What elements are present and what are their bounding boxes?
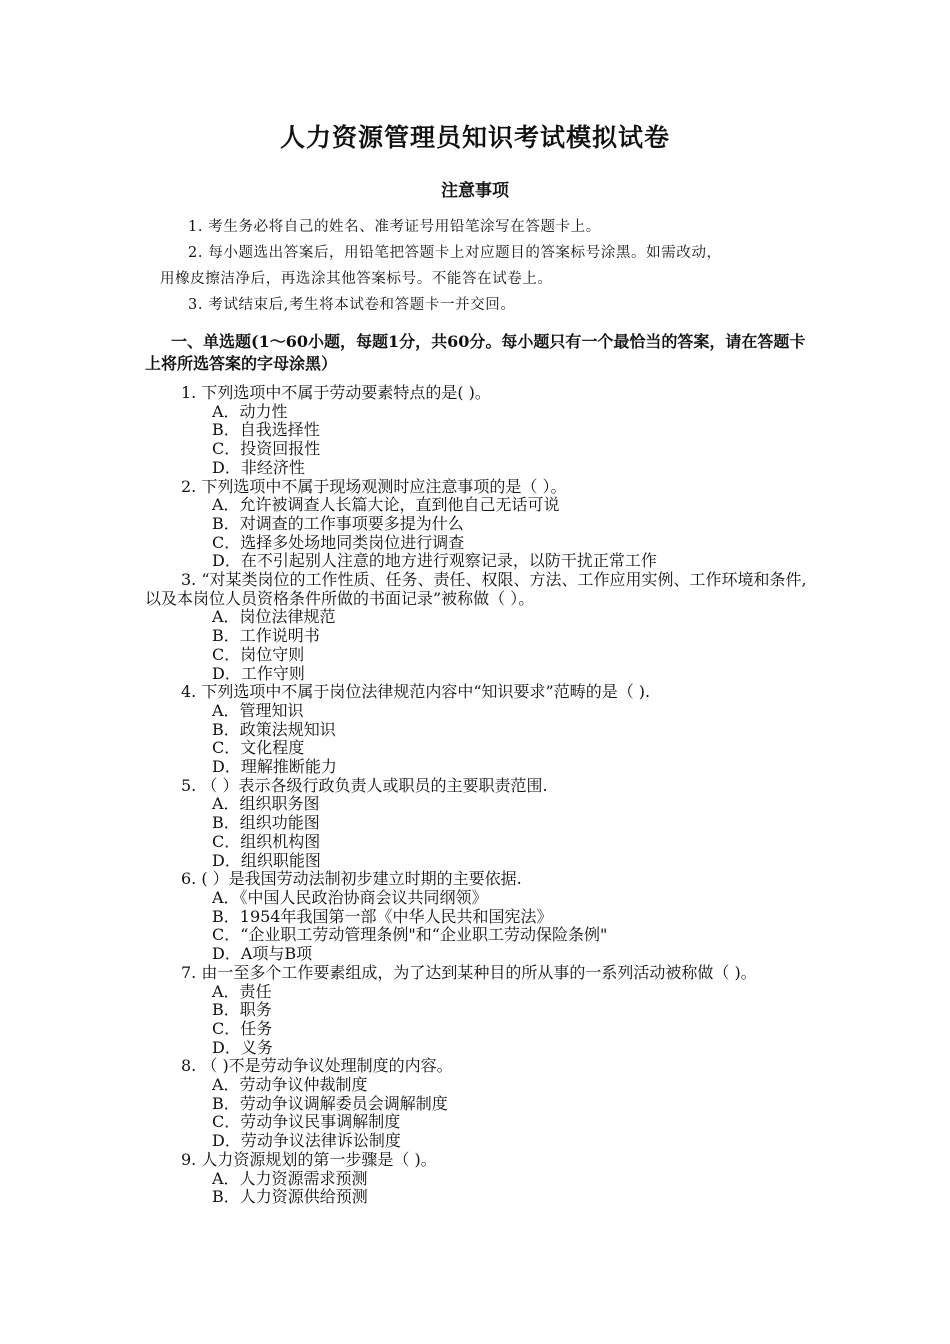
question-stem: 1. 下列选项中不属于劳动要素特点的是( )。: [181, 383, 491, 402]
answer-option: A．《中国人民政治协商会议共同纲领》: [212, 887, 488, 907]
answer-option: A．岗位法律规范: [212, 607, 336, 627]
answer-option: C．岗位守则: [212, 644, 305, 664]
answer-option: A．人力资源需求预测: [212, 1168, 368, 1188]
answer-option: D．A项与B项: [212, 944, 313, 964]
answer-option: A．动力性: [212, 401, 288, 421]
question-stem: 8. （ )不是劳动争议处理制度的内容。: [181, 1056, 453, 1076]
answer-option: C．任务: [212, 1018, 273, 1038]
answer-option: C．“企业职工劳动管理条例"和“企业职工劳动保险条例": [212, 925, 608, 945]
question-stem: 6. ( ）是我国劳动法制初步建立时期的主要依据.: [181, 869, 522, 889]
answer-option: C．文化程度: [212, 738, 305, 758]
question-stem: 2. 下列选项中不属于现场观测时应注意事项的是（ ）。: [181, 476, 567, 496]
question-stem: 3. “对某类岗位的工作性质、任务、责任、权限、方法、工作应用实例、工作环境和条件,以及本岗位人员资格条件所做的书面记录”被称做（ ）。: [145, 570, 807, 608]
answer-option: C．劳动争议民事调解制度: [212, 1112, 401, 1132]
question-stem: 5. （ ）表示各级行政负责人或职员的主要职责范围.: [181, 775, 548, 795]
answer-option: C．选择多处场地同类岗位进行调查: [212, 532, 465, 552]
notice-item-2: 2. 每小题选出答案后，用铅笔把答题卡上对应题目的答案标号涂黑。如需改动，: [188, 245, 722, 261]
answer-option: A．允许被调查人长篇大论，直到他自己无话可说: [212, 495, 560, 515]
answer-option: A．管理知识: [212, 700, 304, 720]
question-stem: 9. 人力资源规划的第一步骤是（ )。: [181, 1149, 437, 1169]
notice-item-1: 1. 考生务必将自己的姓名、准考证号用铅笔涂写在答题卡上。: [188, 219, 601, 235]
answer-option: B．政策法规知识: [212, 719, 336, 739]
answer-option: D．理解推断能力: [212, 757, 337, 777]
answer-option: D．工作守则: [212, 663, 305, 683]
answer-option: B．职务: [212, 1000, 272, 1020]
answer-option: B．人力资源供给预测: [212, 1187, 368, 1207]
answer-option: D．义务: [212, 1037, 273, 1057]
answer-option: B．1954年我国第一部《中华人民共和国宪法》: [212, 906, 553, 926]
answer-option: D．非经济性: [212, 457, 305, 477]
notice-list: [160, 214, 820, 318]
answer-option: A．组织职务图: [212, 794, 320, 814]
answer-option: B．自我选择性: [212, 420, 320, 440]
answer-option: B．劳动争议调解委员会调解制度: [212, 1093, 448, 1113]
answer-option: B．对调查的工作事项要多提为什么: [212, 513, 464, 533]
notice-heading: 注意事项: [441, 181, 509, 201]
answer-option: D．劳动争议法律诉讼制度: [212, 1131, 401, 1151]
notice-item-3: 3. 考试结束后,考生将本试卷和答题卡一并交回。: [188, 297, 516, 313]
page-title: 人力资源管理员知识考试模拟试卷: [279, 123, 670, 152]
answer-option: B．组织功能图: [212, 813, 320, 833]
answer-option: D．组织职能图: [212, 850, 321, 870]
section-heading: 一、单选题(1～60小题，每题1分，共60分。每小题只有一个最恰当的答案，请在答题卡上将所选答案的字母涂黑）: [145, 332, 806, 373]
question-stem: 7. 由一至多个工作要素组成，为了达到某种目的所从事的一系列活动被称做（ )。: [181, 962, 757, 982]
question-list: [145, 384, 815, 1207]
question-stem: 4. 下列选项中不属于岗位法律规范内容中“知识要求”范畴的是（ ).: [181, 682, 651, 702]
notice-item-2-continued: 用橡皮擦洁净后，再选涂其他答案标号。不能答在试卷上。: [160, 271, 553, 287]
answer-option: A．劳动争议仲裁制度: [212, 1075, 368, 1095]
answer-option: A．责任: [212, 981, 272, 1001]
answer-option: D．在不引起别人注意的地方进行观察记录，以防干扰正常工作: [212, 551, 657, 571]
answer-option: C．组织机构图: [212, 831, 321, 851]
answer-option: B．工作说明书: [212, 626, 320, 646]
answer-option: C．投资回报性: [212, 439, 321, 459]
